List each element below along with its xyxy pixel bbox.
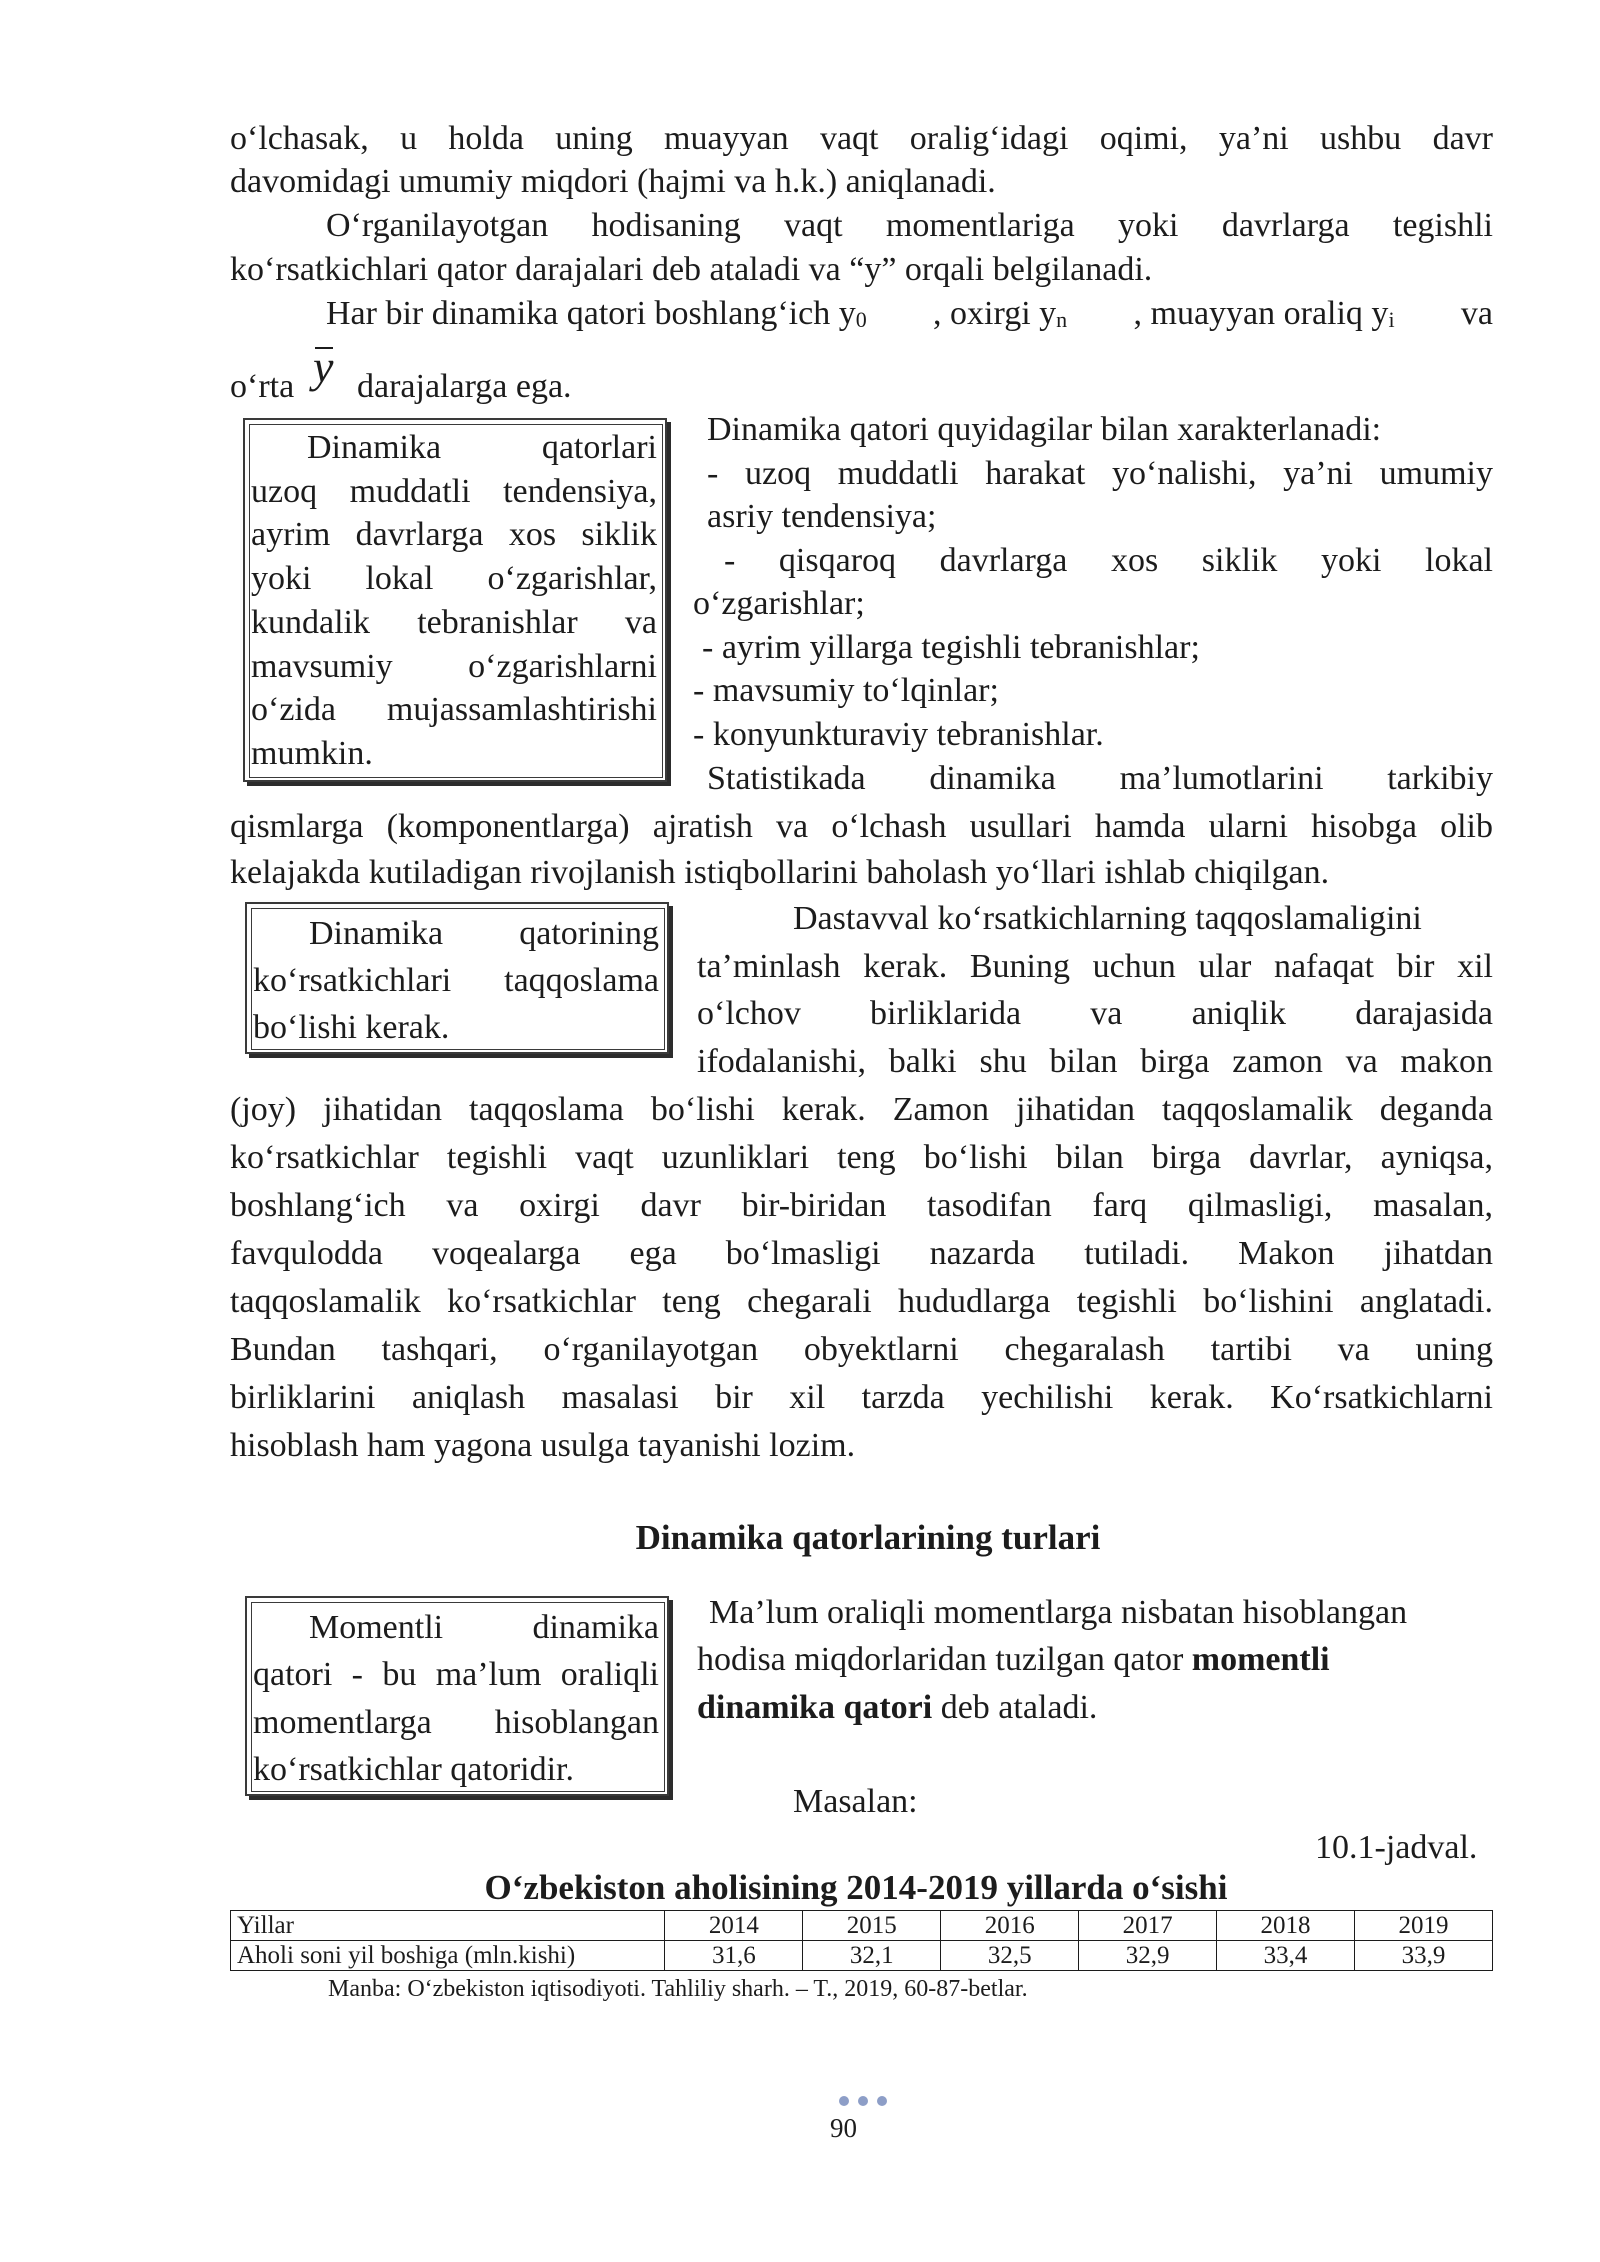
box-line: bo‘lishi kerak. bbox=[253, 1009, 450, 1046]
box-line: Dinamika qatorining bbox=[309, 915, 659, 952]
characteristics-intro: Dinamika qatori quyidagilar bilan xarakterlanadi: bbox=[707, 411, 1382, 448]
subscript-i: i bbox=[1388, 307, 1395, 332]
table-number: 10.1-jadval. bbox=[1315, 1829, 1478, 1866]
characteristics-item: o‘zgarishlar; bbox=[693, 585, 865, 622]
paragraph-line: (joy) jihatidan taqqoslama bo‘lishi kerak. Zamon jihatidan taqqoslamalik deganda bbox=[230, 1091, 1493, 1128]
population-table bbox=[230, 1910, 1493, 1971]
box-line: kundalik tebranishlar va bbox=[251, 604, 657, 641]
characteristics-item: - uzoq muddatli harakat yo‘nalishi, ya’ni umumiy bbox=[707, 455, 1493, 492]
levels-text-d: va bbox=[1460, 295, 1493, 332]
table-title: O‘zbekiston aholisining 2014-2019 yillarda o‘sishi bbox=[484, 1868, 1228, 1907]
box-line: ko‘rsatkichlari taqqoslama bbox=[253, 962, 659, 999]
margin-note-box bbox=[245, 1596, 669, 1796]
paragraph-line: Statistikada dinamika ma’lumotlarini tarkibiy bbox=[707, 760, 1493, 797]
characteristics-item: - qisqaroq davrlarga xos siklik yoki lokal bbox=[724, 542, 1493, 579]
box-line: yoki lokal o‘zgarishlar, bbox=[251, 560, 657, 597]
box-line: ko‘rsatkichlar qatoridir. bbox=[253, 1751, 575, 1788]
paragraph-line: dinamika qatori deb ataladi. bbox=[697, 1689, 1098, 1726]
paragraph-line: Ma’lum oraliqli momentlarga nisbatan hisoblangan bbox=[709, 1594, 1408, 1631]
paragraph-line: qismlarga (komponentlarga) ajratish va o‘lchash usullari hamda ularni hisobga olib bbox=[230, 808, 1493, 845]
characteristics-item: - mavsumiy to‘lqinlar; bbox=[693, 672, 999, 709]
levels-text-c: , muayyan oraliq yi bbox=[1133, 295, 1395, 332]
paragraph-line: boshlang‘ich va oxirgi davr bir-biridan tasodifan farq qilmasligi, masalan, bbox=[230, 1187, 1493, 1224]
margin-note-box bbox=[245, 902, 669, 1054]
table-cell: 33,4 bbox=[1217, 1941, 1355, 1971]
table-cell: 33,9 bbox=[1355, 1941, 1493, 1971]
paragraph-line: O‘rganilayotgan hodisaning vaqt momentlariga yoki davrlarga tegishli bbox=[326, 207, 1493, 244]
paragraph-line: hisoblash ham yagona usulga tayanishi lozim. bbox=[230, 1427, 856, 1464]
table-cell: Aholi soni yil boshiga (mln.kishi) bbox=[231, 1941, 665, 1971]
table-cell: 2014 bbox=[665, 1911, 803, 1941]
table-cell: 2018 bbox=[1217, 1911, 1355, 1941]
table-cell: 2019 bbox=[1355, 1911, 1493, 1941]
subscript-n: n bbox=[1056, 307, 1068, 332]
box-line: qatori - bu ma’lum oraliqli bbox=[253, 1656, 659, 1693]
levels-line bbox=[326, 292, 1493, 339]
section-heading: Dinamika qatorlarining turlari bbox=[635, 1518, 1101, 1557]
table-header-row bbox=[231, 1911, 1493, 1941]
paragraph-line: birliklarini aniqlash masalasi bir xil tarzda yechilishi kerak. Ko‘rsatkichlarni bbox=[230, 1379, 1493, 1416]
box-line: Dinamika qatorlari bbox=[307, 429, 657, 466]
decorative-dots bbox=[839, 2096, 887, 2106]
paragraph-line: ifodalanishi, balki shu bilan birga zamon va makon bbox=[697, 1043, 1493, 1080]
box-line: uzoq muddatli tendensiya, bbox=[251, 473, 657, 510]
levels-text-a: Har bir dinamika qatori boshlang‘ich y0 bbox=[326, 295, 867, 332]
characteristics-item: - ayrim yillarga tegishli tebranishlar; bbox=[702, 629, 1200, 666]
paragraph-line: Bundan tashqari, o‘rganilayotgan obyektlarni chegaralash tartibi va uning bbox=[230, 1331, 1493, 1368]
table-cell: 32,9 bbox=[1079, 1941, 1217, 1971]
paragraph-line: ko‘rsatkichlari qator darajalari deb ataladi va “y” orqali belgilanadi. bbox=[230, 251, 1153, 288]
table-cell: 32,5 bbox=[941, 1941, 1079, 1971]
table-cell: Yillar bbox=[231, 1911, 665, 1941]
subscript-0: 0 bbox=[855, 307, 867, 332]
mean-text-a: o‘rta bbox=[230, 368, 295, 405]
characteristics-item: - konyunkturaviy tebranishlar. bbox=[693, 716, 1104, 753]
table-cell: 2016 bbox=[941, 1911, 1079, 1941]
characteristics-item: asriy tendensiya; bbox=[707, 498, 937, 535]
table-cell: 2017 bbox=[1079, 1911, 1217, 1941]
paragraph-line: o‘lchasak, u holda uning muayyan vaqt oralig‘idagi oqimi, ya’ni ushbu davr bbox=[230, 120, 1493, 157]
box-line: mavsumiy o‘zgarishlarni bbox=[251, 648, 657, 685]
term-bold: momentli bbox=[1191, 1641, 1330, 1678]
box-line: mumkin. bbox=[251, 735, 373, 772]
paragraph-line: ta’minlash kerak. Buning uchun ular nafaqat bir xil bbox=[697, 948, 1493, 985]
y-bar-symbol: y bbox=[313, 341, 334, 392]
term-bold: dinamika qatori bbox=[697, 1689, 933, 1726]
paragraph-line: ko‘rsatkichlar tegishli vaqt uzunliklari teng bo‘lishi bilan birga davrlar, ayniqsa, bbox=[230, 1139, 1493, 1176]
levels-text-b: , oxirgi yn bbox=[933, 295, 1068, 332]
table-cell: 31,6 bbox=[665, 1941, 803, 1971]
paragraph-line: kelajakda kutiladigan rivojlanish istiqbollarini baholash yo‘llari ishlab chiqilgan. bbox=[230, 854, 1330, 891]
mean-text-b: darajalarga ega. bbox=[357, 368, 572, 405]
table-row bbox=[231, 1941, 1493, 1971]
paragraph-line: hodisa miqdorlaridan tuzilgan qator momentli bbox=[697, 1641, 1330, 1678]
box-line: momentlarga hisoblangan bbox=[253, 1704, 659, 1741]
paragraph-line: Dastavval ko‘rsatkichlarning taqqoslamaligini bbox=[793, 900, 1422, 937]
paragraph-line: taqqoslamalik ko‘rsatkichlar teng chegarali hududlarga tegishli bo‘lishini anglatadi. bbox=[230, 1283, 1493, 1320]
paragraph-line: favqulodda voqealarga ega bo‘lmasligi nazarda tutiladi. Makon jihatdan bbox=[230, 1235, 1493, 1272]
box-line: Momentli dinamika bbox=[309, 1609, 659, 1646]
table-cell: 2015 bbox=[803, 1911, 941, 1941]
page-number: 90 bbox=[830, 2113, 857, 2143]
example-label: Masalan: bbox=[793, 1783, 918, 1820]
table-cell: 32,1 bbox=[803, 1941, 941, 1971]
paragraph-line: o‘lchov birliklarida va aniqlik darajasida bbox=[697, 995, 1493, 1032]
box-line: o‘zida mujassamlashtirishi bbox=[251, 691, 657, 728]
box-line: ayrim davrlarga xos siklik bbox=[251, 516, 657, 553]
paragraph-line: davomidagi umumiy miqdori (hajmi va h.k.) aniqlanadi. bbox=[230, 163, 996, 200]
margin-note-box bbox=[243, 418, 667, 782]
source-note: Manba: O‘zbekiston iqtisodiyoti. Tahliliy sharh. – T., 2019, 60-87-betlar. bbox=[328, 1976, 1028, 2002]
